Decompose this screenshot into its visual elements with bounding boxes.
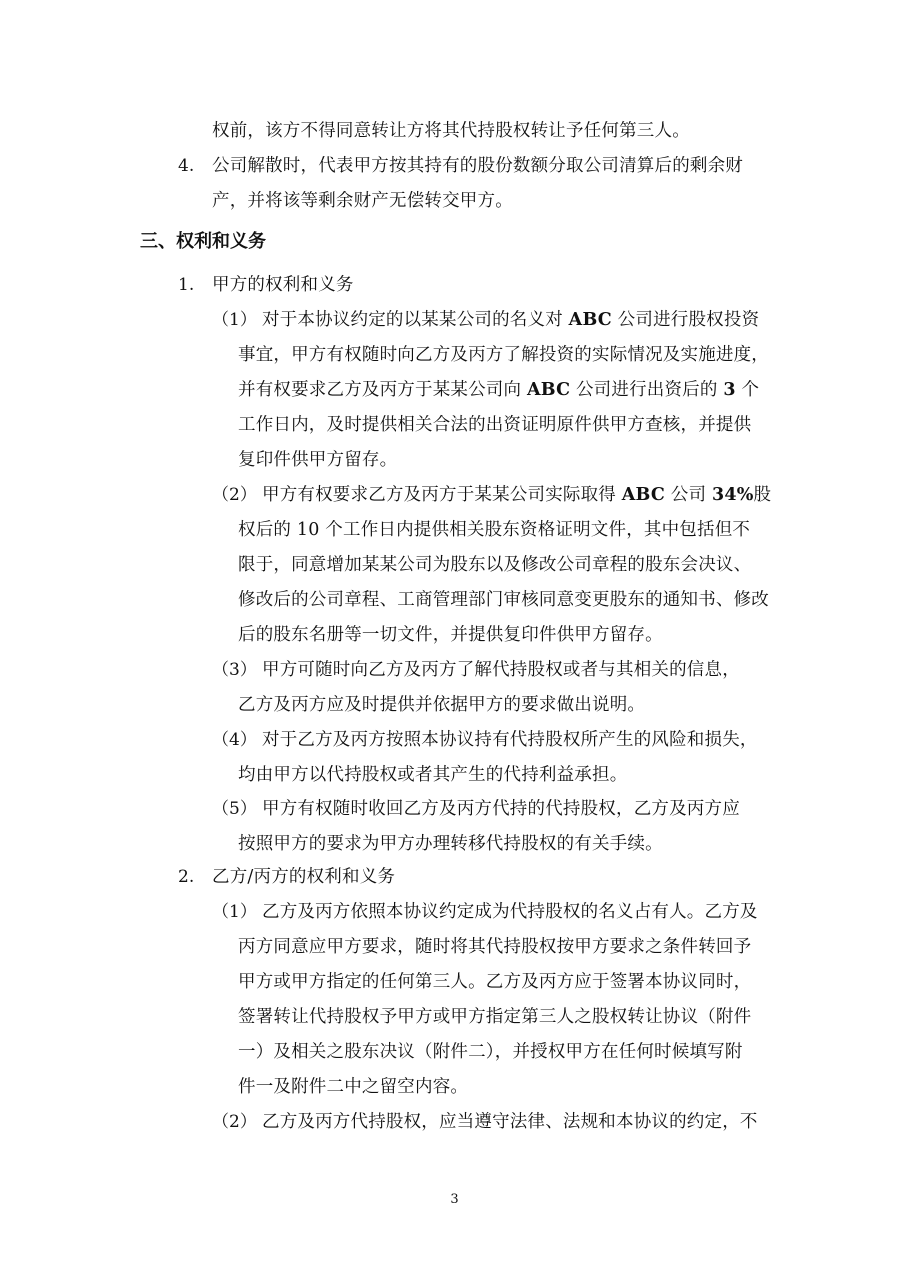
clause-line: 事宜，甲方有权随时向乙方及丙方了解投资的实际情况及实施进度， xyxy=(238,345,769,365)
clause-line: 修改后的公司章程、工商管理部门审核同意变更股东的通知书、修改 xyxy=(238,590,769,610)
clause-line: 对于乙方及丙方按照本协议持有代持股权所产生的风险和损失， xyxy=(262,730,758,750)
sub-1-number: 1. xyxy=(178,275,195,295)
clause-line: 并有权要求乙方及丙方于某某公司向 ABC 公司进行出资后的 3 个 xyxy=(238,380,760,400)
clause-line: 甲方或甲方指定的任何第三人。乙方及丙方应于签署本协议同时， xyxy=(238,972,752,992)
clause-line: 甲方有权要求乙方及丙方于某某公司实际取得 ABC 公司 34%股 xyxy=(262,485,772,505)
continuation-line: 权前，该方不得同意转让方将其代持股权转让予任何第三人。 xyxy=(212,121,690,141)
item-4-number: 4. xyxy=(178,156,195,176)
clause-label: （1） xyxy=(212,902,257,922)
clause-label: （5） xyxy=(212,799,257,819)
clause-line: 甲方有权随时收回乙方及丙方代持的代持股权，乙方及丙方应 xyxy=(262,799,740,819)
item-4-line-1: 公司解散时，代表甲方按其持有的股份数额分取公司清算后的剩余财 xyxy=(212,156,743,176)
clause-line: 乙方及丙方依照本协议约定成为代持股权的名义占有人。乙方及 xyxy=(262,902,758,922)
sub-2-number: 2. xyxy=(178,867,195,887)
clause-label: （3） xyxy=(212,660,257,680)
clause-line: 权后的 10 个工作日内提供相关股东资格证明文件，其中包括但不 xyxy=(238,520,751,540)
clause-line: 均由甲方以代持股权或者其产生的代持利益承担。 xyxy=(238,765,628,785)
clause-label: （2） xyxy=(212,1112,257,1132)
clause-line: 限于，同意增加某某公司为股东以及修改公司章程的股东会决议、 xyxy=(238,555,752,575)
sub-2-title: 乙方/丙方的权利和义务 xyxy=(212,867,396,887)
clause-label: （2） xyxy=(212,485,257,505)
clause-line: 丙方同意应甲方要求，随时将其代持股权按甲方要求之条件转回予 xyxy=(238,937,752,957)
clause-label: （4） xyxy=(212,730,257,750)
clause-line: 后的股东名册等一切文件，并提供复印件供甲方留存。 xyxy=(238,625,663,645)
clause-line: 一）及相关之股东决议（附件二），并授权甲方在任何时候填写附 xyxy=(238,1042,743,1062)
clause-line: 复印件供甲方留存。 xyxy=(238,450,398,470)
clause-line: 乙方及丙方代持股权，应当遵守法律、法规和本协议的约定，不 xyxy=(262,1112,758,1132)
clause-line: 签署转让代持股权予甲方或甲方指定第三人之股权转让协议（附件 xyxy=(238,1007,752,1027)
clause-line: 对于本协议约定的以某某公司的名义对 ABC 公司进行股权投资 xyxy=(262,310,760,330)
clause-line: 件一及附件二中之留空内容。 xyxy=(238,1077,469,1097)
clause-line: 甲方可随时向乙方及丙方了解代持股权或者与其相关的信息， xyxy=(262,660,740,680)
clause-line: 工作日内，及时提供相关合法的出资证明原件供甲方查核，并提供 xyxy=(238,415,752,435)
section-3-heading: 三、权利和义务 xyxy=(140,231,266,252)
clause-line: 乙方及丙方应及时提供并依据甲方的要求做出说明。 xyxy=(238,695,646,715)
clause-line: 按照甲方的要求为甲方办理转移代持股权的有关手续。 xyxy=(238,834,663,854)
clause-label: （1） xyxy=(212,310,257,330)
sub-1-title: 甲方的权利和义务 xyxy=(212,275,354,295)
page-number: 3 xyxy=(450,1192,459,1207)
item-4-line-2: 产，并将该等剩余财产无偿转交甲方。 xyxy=(212,191,513,211)
